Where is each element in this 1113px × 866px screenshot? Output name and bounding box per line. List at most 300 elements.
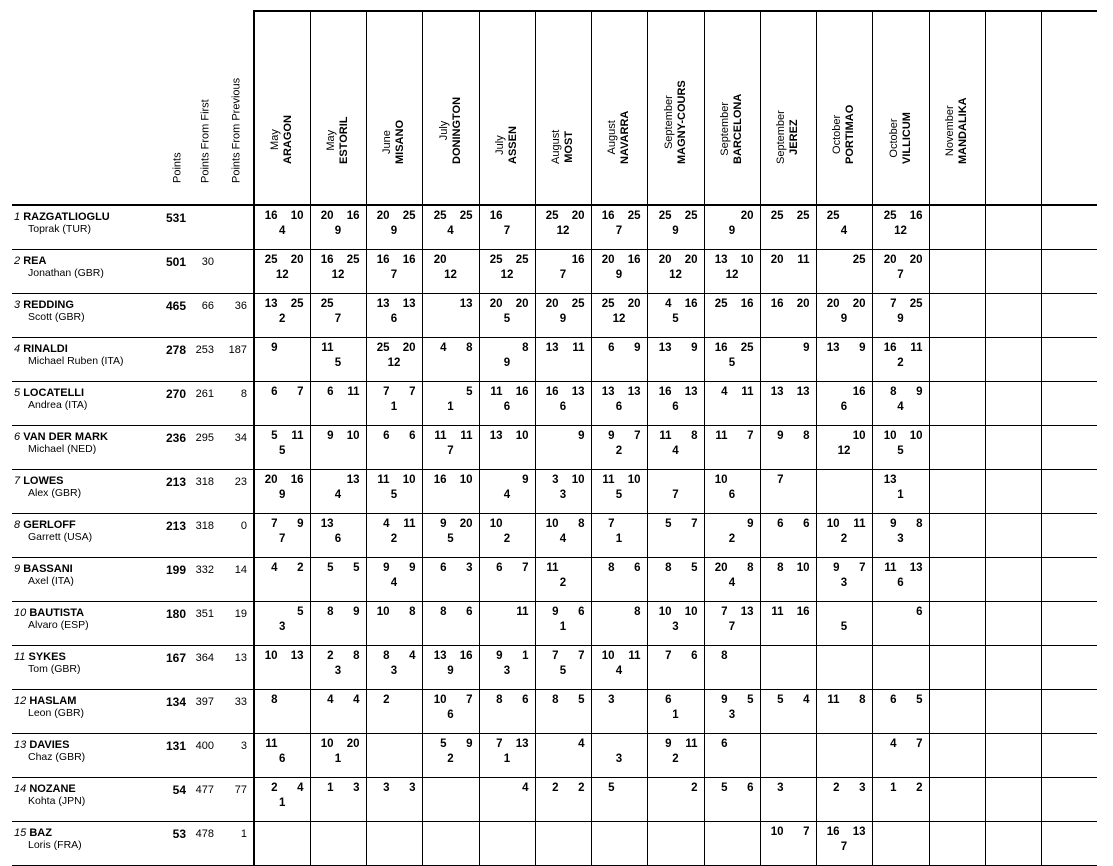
superpole-race-points: 1 bbox=[897, 489, 904, 501]
race2-points: 9 bbox=[522, 474, 529, 486]
rider-position: 11 bbox=[14, 651, 26, 663]
race1-points: 11 bbox=[490, 386, 503, 398]
race1-points: 9 bbox=[777, 430, 784, 442]
race-result-cell bbox=[929, 205, 985, 250]
table-row bbox=[12, 294, 1097, 338]
race1-points: 11 bbox=[546, 562, 559, 574]
race-result-cell bbox=[254, 382, 310, 426]
rider-cell bbox=[12, 822, 164, 866]
event-header-label bbox=[381, 120, 407, 164]
rider-points: 53 bbox=[164, 822, 192, 866]
race1-points: 4 bbox=[665, 298, 672, 310]
race2-points: 10 bbox=[796, 562, 810, 574]
race1-points: 11 bbox=[659, 430, 672, 442]
race1-points: 7 bbox=[777, 474, 784, 486]
superpole-race-points: 1 bbox=[503, 753, 511, 765]
event-header bbox=[254, 11, 310, 205]
race-result-cell bbox=[872, 558, 929, 602]
race-result-cell bbox=[422, 734, 479, 778]
event-header bbox=[591, 11, 647, 205]
event-header bbox=[310, 11, 366, 205]
race1-points: 13 bbox=[489, 430, 503, 442]
race2-points: 16 bbox=[402, 254, 416, 266]
race-result-cell bbox=[535, 690, 591, 734]
event-header bbox=[422, 11, 479, 205]
superpole-race-points: 12 bbox=[837, 445, 851, 457]
superpole-race-points: 3 bbox=[672, 621, 679, 633]
race-result-cell bbox=[647, 514, 704, 558]
race-result-cell bbox=[479, 338, 535, 382]
race1-points: 16 bbox=[826, 826, 840, 838]
rider-last-name: REDDING bbox=[23, 299, 74, 311]
superpole-race-points: 4 bbox=[503, 489, 511, 501]
superpole-race-points: 3 bbox=[897, 533, 904, 545]
race-result-cell bbox=[422, 778, 479, 822]
race2-points: 13 bbox=[346, 474, 360, 486]
race-result-cell bbox=[254, 294, 310, 338]
race2-points: 20 bbox=[796, 298, 810, 310]
race1-points: 5 bbox=[608, 782, 615, 794]
race-result-cell bbox=[535, 514, 591, 558]
race2-points: 10 bbox=[290, 210, 304, 222]
superpole-race-points: 9 bbox=[728, 225, 736, 237]
race1-points: 20 bbox=[489, 298, 503, 310]
superpole-race-points: 7 bbox=[447, 445, 454, 457]
race2-points: 4 bbox=[409, 650, 416, 662]
race1-points: 10 bbox=[658, 606, 672, 618]
event-name: VILLICUM bbox=[900, 112, 913, 164]
race-result-cell bbox=[816, 382, 872, 426]
race-result-cell bbox=[704, 205, 760, 250]
race-result-cell bbox=[704, 514, 760, 558]
superpole-race-points: 7 bbox=[672, 489, 679, 501]
blank-cell bbox=[1041, 426, 1097, 470]
race1-points: 9 bbox=[665, 738, 672, 750]
blank-cell bbox=[1041, 690, 1097, 734]
race2-points: 7 bbox=[409, 386, 416, 398]
rider-position: 6 bbox=[14, 431, 21, 443]
race-result-cell bbox=[479, 205, 535, 250]
race-result-cell bbox=[310, 382, 366, 426]
race-result-cell bbox=[591, 250, 647, 294]
race2-points: 20 bbox=[627, 298, 641, 310]
race-result-cell bbox=[310, 250, 366, 294]
table-row bbox=[12, 250, 1097, 294]
superpole-race-points: 7 bbox=[840, 841, 848, 853]
race1-points: 7 bbox=[496, 738, 503, 750]
race2-points: 4 bbox=[297, 782, 304, 794]
race1-points: 25 bbox=[826, 210, 840, 222]
race-result-cell bbox=[704, 250, 760, 294]
points-header bbox=[164, 11, 192, 205]
rider-last-name: DAVIES bbox=[29, 739, 70, 751]
race2-points: 16 bbox=[684, 298, 698, 310]
rider-points-from-previous: 33 bbox=[220, 690, 254, 734]
rider-last-name: LOCATELLI bbox=[23, 387, 85, 399]
race-result-cell bbox=[310, 558, 366, 602]
superpole-race-points: 6 bbox=[279, 753, 286, 765]
race2-points: 3 bbox=[409, 782, 416, 794]
event-name: MOST bbox=[563, 130, 575, 163]
race1-points: 16 bbox=[770, 298, 784, 310]
superpole-race-points: 7 bbox=[390, 269, 398, 281]
race-result-cell bbox=[535, 426, 591, 470]
rider-points-from-previous: 1 bbox=[220, 822, 254, 866]
rider-points-from-first: 261 bbox=[192, 382, 220, 426]
superpole-race-points: 9 bbox=[279, 489, 286, 501]
rider-cell bbox=[12, 602, 164, 646]
race1-points: 11 bbox=[884, 562, 897, 574]
superpole-race-points: 12 bbox=[725, 269, 739, 281]
race1-points: 2 bbox=[383, 694, 390, 706]
race1-points: 1 bbox=[327, 782, 334, 794]
superpole-race-points: 4 bbox=[390, 577, 398, 589]
blank-cell bbox=[985, 734, 1041, 778]
race-result-cell bbox=[591, 602, 647, 646]
superpole-race-points: 2 bbox=[447, 753, 454, 765]
rider-points-from-previous: 34 bbox=[220, 426, 254, 470]
race-result-cell bbox=[591, 558, 647, 602]
race1-points: 8 bbox=[552, 694, 559, 706]
event-header-label bbox=[550, 130, 576, 164]
race2-points: 10 bbox=[459, 474, 473, 486]
race-result-cell bbox=[647, 602, 704, 646]
race-result-cell bbox=[254, 822, 310, 866]
rider-points-from-previous: 13 bbox=[220, 646, 254, 690]
race2-points: 7 bbox=[859, 562, 866, 574]
event-header bbox=[704, 11, 760, 205]
race1-points: 25 bbox=[601, 298, 615, 310]
race2-points: 5 bbox=[297, 606, 304, 618]
race1-points: 10 bbox=[376, 606, 390, 618]
superpole-race-points: 12 bbox=[500, 269, 514, 281]
blank-cell bbox=[985, 250, 1041, 294]
table-row bbox=[12, 205, 1097, 250]
race2-points: 8 bbox=[578, 518, 585, 530]
race-result-cell bbox=[422, 602, 479, 646]
event-header-label bbox=[888, 112, 914, 164]
event-header-label bbox=[438, 97, 464, 164]
race2-points: 7 bbox=[691, 518, 698, 530]
race1-points: 25 bbox=[376, 342, 390, 354]
race2-points: 4 bbox=[803, 694, 810, 706]
race1-points: 13 bbox=[376, 298, 390, 310]
race-result-cell bbox=[366, 646, 422, 690]
race-result-cell bbox=[647, 690, 704, 734]
rider-first-name: Andrea (ITA) bbox=[28, 399, 88, 411]
superpole-race-points: 3 bbox=[334, 665, 342, 677]
race2-points: 2 bbox=[578, 782, 585, 794]
blank-cell bbox=[1041, 514, 1097, 558]
rider-header bbox=[12, 11, 164, 205]
rider-points-from-first: 477 bbox=[192, 778, 220, 822]
rider-first-name: Loris (FRA) bbox=[28, 839, 82, 851]
race-result-cell bbox=[816, 602, 872, 646]
race1-points: 13 bbox=[714, 254, 728, 266]
race-result-cell bbox=[872, 426, 929, 470]
race2-points: 13 bbox=[684, 386, 698, 398]
race-result-cell bbox=[479, 426, 535, 470]
superpole-race-points: 4 bbox=[334, 489, 342, 501]
race1-points: 20 bbox=[545, 298, 559, 310]
race-result-cell bbox=[366, 690, 422, 734]
race2-points: 11 bbox=[628, 650, 641, 662]
superpole-race-points: 5 bbox=[672, 313, 679, 325]
blank-cell bbox=[985, 205, 1041, 250]
rider-cell bbox=[12, 734, 164, 778]
blank-cell bbox=[985, 338, 1041, 382]
race2-points: 9 bbox=[691, 342, 698, 354]
race1-points: 11 bbox=[377, 474, 390, 486]
race2-points: 5 bbox=[353, 562, 360, 574]
rider-cell bbox=[12, 470, 164, 514]
rider-last-name: BAZ bbox=[29, 827, 52, 839]
race1-points: 5 bbox=[665, 518, 672, 530]
event-header bbox=[535, 11, 591, 205]
race1-points: 16 bbox=[658, 386, 672, 398]
race2-points: 5 bbox=[466, 386, 473, 398]
race1-points: 8 bbox=[777, 562, 784, 574]
event-header-label bbox=[325, 117, 351, 164]
race-result-cell bbox=[535, 470, 591, 514]
rider-position: 12 bbox=[14, 695, 27, 707]
race1-points: 16 bbox=[545, 386, 559, 398]
race2-points: 3 bbox=[353, 782, 360, 794]
race2-points: 25 bbox=[290, 298, 304, 310]
race-result-cell bbox=[535, 646, 591, 690]
rider-first-name: Alvaro (ESP) bbox=[28, 619, 89, 631]
blank-header bbox=[985, 11, 1041, 205]
event-header bbox=[647, 11, 704, 205]
rider-first-name: Scott (GBR) bbox=[28, 311, 85, 323]
race1-points: 9 bbox=[440, 518, 447, 530]
race-result-cell bbox=[479, 822, 535, 866]
race-result-cell bbox=[366, 602, 422, 646]
blank-cell bbox=[1041, 646, 1097, 690]
race2-points: 25 bbox=[852, 254, 866, 266]
race1-points: 10 bbox=[601, 650, 615, 662]
race2-points: 6 bbox=[803, 518, 810, 530]
race1-points: 8 bbox=[327, 606, 334, 618]
race2-points: 8 bbox=[803, 430, 810, 442]
race2-points: 3 bbox=[859, 782, 866, 794]
race1-points: 11 bbox=[434, 430, 447, 442]
race1-points: 1 bbox=[890, 782, 897, 794]
race2-points: 25 bbox=[684, 210, 698, 222]
race1-points: 7 bbox=[552, 650, 559, 662]
race2-points: 9 bbox=[466, 738, 473, 750]
race-result-cell bbox=[647, 294, 704, 338]
event-month: May bbox=[325, 129, 337, 151]
superpole-race-points: 7 bbox=[897, 269, 904, 281]
table-row bbox=[12, 470, 1097, 514]
race1-points: 10 bbox=[883, 430, 897, 442]
race-result-cell bbox=[929, 822, 985, 866]
race2-points: 20 bbox=[571, 210, 585, 222]
race-result-cell bbox=[647, 426, 704, 470]
superpole-race-points: 9 bbox=[334, 225, 342, 237]
superpole-race-points: 1 bbox=[334, 753, 342, 765]
rider-position: 8 bbox=[14, 519, 21, 531]
superpole-race-points: 5 bbox=[447, 533, 454, 545]
rider-points-from-first: 400 bbox=[192, 734, 220, 778]
race-result-cell bbox=[872, 470, 929, 514]
race2-points: 6 bbox=[409, 430, 416, 442]
race-result-cell bbox=[760, 558, 816, 602]
superpole-race-points: 9 bbox=[503, 357, 511, 369]
race-result-cell bbox=[479, 602, 535, 646]
race-result-cell bbox=[760, 205, 816, 250]
race-result-cell bbox=[535, 778, 591, 822]
points-header-label: Points bbox=[171, 152, 184, 183]
rider-first-name: Alex (GBR) bbox=[28, 487, 82, 499]
table-row bbox=[12, 338, 1097, 382]
race1-points: 13 bbox=[826, 342, 840, 354]
rider-last-name: RINALDI bbox=[23, 343, 68, 355]
race1-points: 10 bbox=[320, 738, 334, 750]
race-result-cell bbox=[254, 558, 310, 602]
rider-position: 7 bbox=[14, 475, 21, 487]
race-result-cell bbox=[254, 426, 310, 470]
race-result-cell bbox=[422, 250, 479, 294]
race-result-cell bbox=[254, 690, 310, 734]
rider-last-name: RAZGATLIOGLU bbox=[23, 211, 110, 223]
race2-points: 8 bbox=[522, 342, 529, 354]
rider-last-name: GERLOFF bbox=[23, 519, 76, 531]
race2-points: 6 bbox=[634, 562, 641, 574]
race1-points: 20 bbox=[320, 210, 334, 222]
rider-first-name: Chaz (GBR) bbox=[28, 751, 86, 763]
race2-points: 9 bbox=[409, 562, 416, 574]
race1-points: 25 bbox=[433, 210, 447, 222]
race1-points: 2 bbox=[271, 782, 278, 794]
event-month: November bbox=[944, 105, 956, 157]
rider-cell bbox=[12, 338, 164, 382]
rider-cell bbox=[12, 250, 164, 294]
race-result-cell bbox=[591, 514, 647, 558]
race-result-cell bbox=[760, 382, 816, 426]
blank-cell bbox=[1041, 294, 1097, 338]
race-result-cell bbox=[366, 734, 422, 778]
rider-points: 131 bbox=[164, 734, 192, 778]
race2-points: 13 bbox=[515, 738, 529, 750]
superpole-race-points: 12 bbox=[444, 269, 457, 281]
race-result-cell bbox=[704, 294, 760, 338]
race2-points: 16 bbox=[909, 210, 923, 222]
rider-last-name: BAUTISTA bbox=[29, 607, 85, 619]
race2-points: 10 bbox=[402, 474, 416, 486]
race-result-cell bbox=[366, 382, 422, 426]
race2-points: 25 bbox=[459, 210, 473, 222]
rider-points: 213 bbox=[164, 470, 192, 514]
race-result-cell bbox=[760, 338, 816, 382]
superpole-race-points: 4 bbox=[559, 533, 567, 545]
race1-points: 25 bbox=[770, 210, 784, 222]
race-result-cell bbox=[647, 470, 704, 514]
race1-points: 25 bbox=[545, 210, 559, 222]
rider-points: 180 bbox=[164, 602, 192, 646]
superpole-race-points: 1 bbox=[390, 401, 398, 413]
race1-points: 13 bbox=[770, 386, 784, 398]
race2-points: 10 bbox=[515, 430, 529, 442]
race2-points: 16 bbox=[852, 386, 866, 398]
race2-points: 13 bbox=[796, 386, 810, 398]
race-result-cell bbox=[310, 734, 366, 778]
race1-points: 6 bbox=[383, 430, 390, 442]
superpole-race-points: 6 bbox=[615, 401, 623, 413]
race1-points: 9 bbox=[721, 694, 728, 706]
from-previous-header bbox=[220, 11, 254, 205]
race1-points: 4 bbox=[890, 738, 897, 750]
race-result-cell bbox=[310, 778, 366, 822]
race1-points: 9 bbox=[833, 562, 840, 574]
race2-points: 11 bbox=[853, 518, 866, 530]
blank-cell bbox=[1041, 382, 1097, 426]
race1-points: 6 bbox=[721, 738, 728, 750]
race-result-cell bbox=[310, 646, 366, 690]
race-result-cell bbox=[929, 514, 985, 558]
race2-points: 4 bbox=[353, 694, 360, 706]
race2-points: 10 bbox=[740, 254, 754, 266]
blank-cell bbox=[1041, 470, 1097, 514]
race-result-cell bbox=[366, 338, 422, 382]
race2-points: 13 bbox=[290, 650, 304, 662]
race2-points: 9 bbox=[578, 430, 585, 442]
event-month: September bbox=[662, 95, 675, 150]
rider-position: 13 bbox=[14, 739, 27, 751]
race-result-cell bbox=[872, 690, 929, 734]
race2-points: 25 bbox=[515, 254, 529, 266]
race2-points: 16 bbox=[515, 386, 529, 398]
event-header bbox=[872, 11, 929, 205]
rider-cell bbox=[12, 778, 164, 822]
race-result-cell bbox=[310, 205, 366, 250]
from-previous-header-label: Points From Previous bbox=[230, 77, 242, 183]
rider-points: 501 bbox=[164, 250, 192, 294]
event-name: JEREZ bbox=[788, 119, 800, 155]
race-result-cell bbox=[254, 734, 310, 778]
race1-points: 4 bbox=[383, 518, 390, 530]
race2-points: 7 bbox=[297, 386, 304, 398]
race-result-cell bbox=[647, 558, 704, 602]
race2-points: 13 bbox=[571, 386, 585, 398]
superpole-race-points: 7 bbox=[615, 225, 623, 237]
blank-cell bbox=[1041, 734, 1097, 778]
race-result-cell bbox=[929, 470, 985, 514]
race-result-cell bbox=[310, 470, 366, 514]
race-result-cell bbox=[366, 778, 422, 822]
race-result-cell bbox=[760, 514, 816, 558]
race2-points: 16 bbox=[627, 254, 641, 266]
race-result-cell bbox=[366, 514, 422, 558]
rider-points-from-previous: 23 bbox=[220, 470, 254, 514]
race-result-cell bbox=[254, 250, 310, 294]
race2-points: 10 bbox=[627, 474, 641, 486]
superpole-race-points: 4 bbox=[615, 665, 623, 677]
race-result-cell bbox=[647, 382, 704, 426]
race1-points: 8 bbox=[890, 386, 897, 398]
race1-points: 6 bbox=[327, 386, 334, 398]
race-result-cell bbox=[591, 646, 647, 690]
rider-points-from-first: 478 bbox=[192, 822, 220, 866]
race-result-cell bbox=[591, 294, 647, 338]
rider-points-from-previous: 36 bbox=[220, 294, 254, 338]
race-result-cell bbox=[647, 646, 704, 690]
race-result-cell bbox=[647, 822, 704, 866]
race1-points: 3 bbox=[383, 782, 390, 794]
race-result-cell bbox=[816, 646, 872, 690]
race-result-cell bbox=[310, 602, 366, 646]
